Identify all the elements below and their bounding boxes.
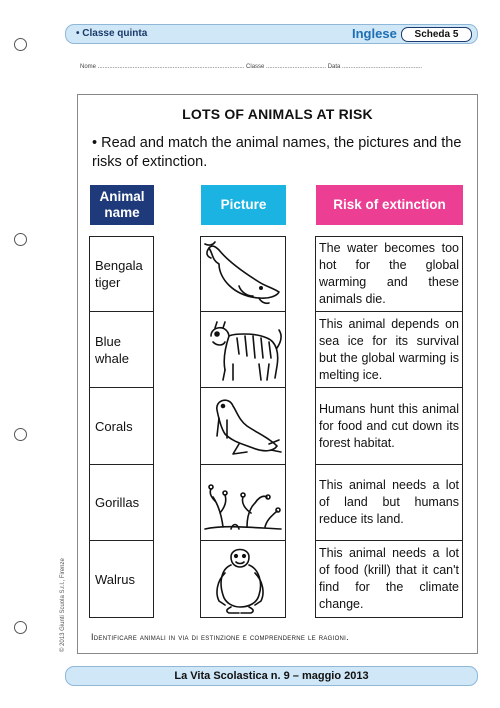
footer-bar: La Vita Scolastica n. 9 – maggio 2013 [65, 666, 478, 686]
sheet-badge: Scheda 5 [401, 27, 472, 42]
column-header-animal-name: Animal name [90, 185, 154, 225]
animal-name-cell: Walrus [89, 540, 154, 618]
picture-cell [200, 236, 286, 312]
picture-cell [200, 387, 286, 465]
subject-label: Inglese [352, 26, 397, 41]
animal-name-cell: Blue whale [89, 311, 154, 388]
picture-cell [200, 464, 286, 541]
instruction: • Read and match the animal names, the pictures and the risks of extinction. [92, 135, 462, 170]
risk-cell: Humans hunt this animal for food and cut down its forest habitat. [315, 387, 463, 465]
binder-ring-3 [14, 428, 27, 441]
coral-illustration [203, 467, 283, 539]
animal-name-cell: Bengala tiger [89, 236, 154, 312]
gorilla-illustration [203, 543, 283, 615]
animal-name-cell: Corals [89, 387, 154, 465]
risk-cell: This animal needs a lot of land but humans reduce its land. [315, 464, 463, 541]
learning-objective: Identificare animali in via di estinzione e comprenderne le ragioni. [91, 632, 349, 642]
class-label: • Classe quinta [76, 28, 148, 39]
copyright-notice: © 2013 Giunti Scuola S.r.l., Firenze [60, 558, 66, 652]
picture-cell [200, 311, 286, 388]
animal-name-cell: Gorillas [89, 464, 154, 541]
binder-ring-2 [14, 233, 27, 246]
risk-cell: This animal needs a lot of food (krill) that it can't find for the climate change. [315, 540, 463, 618]
header-bar [65, 24, 478, 44]
worksheet-title: LOTS OF ANIMALS AT RISK [182, 106, 373, 122]
binder-ring-1 [14, 38, 27, 51]
column-header-picture: Picture [201, 185, 286, 225]
column-header-risk: Risk of extinction [316, 185, 463, 225]
name-class-date-line: Nome ........................................................................................ Classe .................................... Data ................................................ [80, 64, 423, 70]
tiger-illustration [203, 314, 283, 386]
risk-cell: This animal depends on sea ice for its survival but the global warming is melting ice. [315, 311, 463, 388]
risk-cell: The water becomes too hot for the global warming and these animals die. [315, 236, 463, 312]
picture-cell [200, 540, 286, 618]
whale-illustration [203, 238, 283, 310]
walrus-illustration [203, 390, 283, 462]
binder-ring-4 [14, 621, 27, 634]
